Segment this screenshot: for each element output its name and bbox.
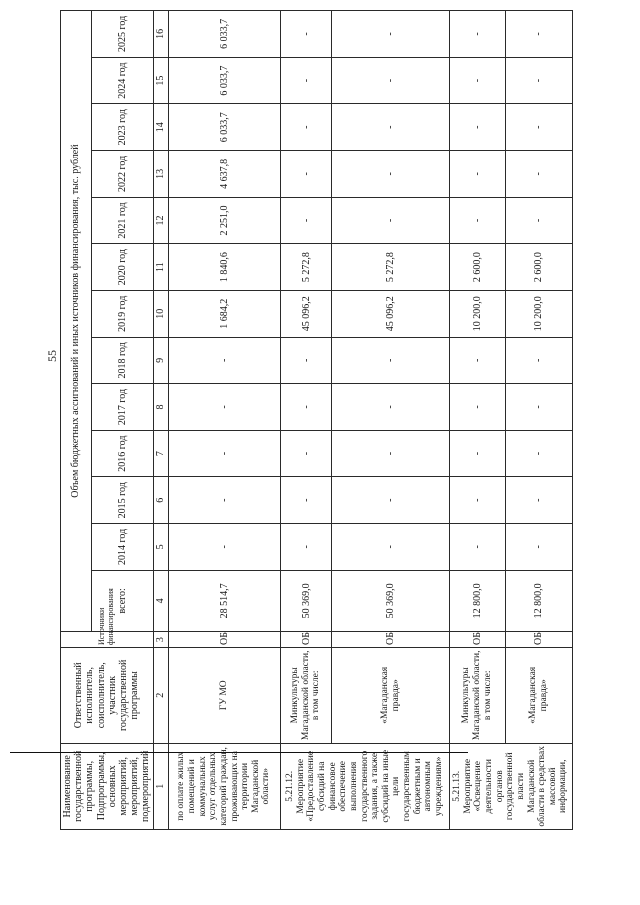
cell-source: ОБ — [505, 632, 572, 648]
page-number: 55 — [45, 350, 59, 362]
cell-value: 2 600,0 — [449, 244, 505, 291]
table-row — [449, 11, 505, 830]
column-number: 8 — [153, 384, 168, 431]
column-number: 1 — [153, 743, 168, 829]
cell-source: ОБ — [168, 632, 281, 648]
cell-value: - — [505, 11, 572, 58]
cell-executor: Минкультуры Магаданской области, в том числе: — [449, 648, 505, 744]
cell-source: ОБ — [449, 632, 505, 648]
column-number: 9 — [153, 337, 168, 384]
column-number: 11 — [153, 244, 168, 291]
cell-value: - — [168, 430, 281, 477]
cell-executor: ГУ МО — [168, 648, 281, 744]
cell-value: 6 033,7 — [168, 57, 281, 104]
cell-value: - — [449, 524, 505, 571]
cell-value: - — [449, 57, 505, 104]
cell-value: - — [168, 384, 281, 431]
cell-value: - — [281, 197, 332, 244]
column-number: 15 — [153, 57, 168, 104]
column-number: 2 — [153, 648, 168, 744]
cell-value: - — [281, 477, 332, 524]
header-year: 2022 год — [91, 151, 153, 198]
column-number: 16 — [153, 11, 168, 58]
header-year: 2015 год — [91, 477, 153, 524]
column-number: 7 — [153, 430, 168, 477]
cell-value: - — [332, 104, 450, 151]
cell-value: - — [505, 57, 572, 104]
header-year: 2018 год — [91, 337, 153, 384]
cell-total: 28 514,7 — [168, 570, 281, 631]
cell-value: 4 637,8 — [168, 151, 281, 198]
header-year: 2025 год — [91, 11, 153, 58]
cell-value: - — [449, 197, 505, 244]
header-year: 2021 год — [91, 197, 153, 244]
column-number: 12 — [153, 197, 168, 244]
cell-value: - — [449, 104, 505, 151]
cell-total: 12 800,0 — [505, 570, 572, 631]
page-divider-line — [10, 752, 468, 753]
cell-value: - — [449, 384, 505, 431]
cell-value: - — [449, 11, 505, 58]
cell-value: - — [168, 524, 281, 571]
column-number: 5 — [153, 524, 168, 571]
cell-value: - — [505, 384, 572, 431]
column-number: 10 — [153, 290, 168, 337]
header-executor: Ответственный исполнитель, соисполнитель, участник государственной программы — [61, 648, 154, 744]
header-year: 2016 год — [91, 430, 153, 477]
cell-executor: «Магаданская правда» — [332, 648, 450, 744]
cell-total: 12 800,0 — [449, 570, 505, 631]
cell-value: 2 600,0 — [505, 244, 572, 291]
cell-total: 50 369,0 — [332, 570, 450, 631]
rotated-table-wrapper — [60, 10, 569, 830]
cell-value: 1 840,6 — [168, 244, 281, 291]
cell-value: - — [281, 151, 332, 198]
cell-value: - — [332, 197, 450, 244]
cell-value: 45 096,2 — [332, 290, 450, 337]
table-row — [281, 11, 332, 830]
cell-value: 45 096,2 — [281, 290, 332, 337]
cell-value: - — [332, 524, 450, 571]
cell-value: - — [332, 430, 450, 477]
cell-value: 10 200,0 — [505, 290, 572, 337]
cell-value: 6 033,7 — [168, 11, 281, 58]
cell-value: - — [332, 11, 450, 58]
column-number: 3 — [153, 632, 168, 648]
column-number: 6 — [153, 477, 168, 524]
header-year: 2023 год — [91, 104, 153, 151]
table-row — [332, 11, 450, 830]
cell-name: по оплате жилых помещений и коммунальных услуг отдельных категорий граждан, проживающих на территории Магаданской области» — [168, 743, 281, 829]
cell-value: - — [281, 384, 332, 431]
cell-name: 5.21.12. Мероприятие «Предоставление субсидий на финансовое обеспечение выполнения государственного задания, а также субсидий на иные цели государственным бюджетным и автономным учреждениям» — [281, 743, 450, 829]
cell-value: - — [281, 104, 332, 151]
cell-executor: Минкультуры Магаданской области, в том числе: — [281, 648, 332, 744]
cell-value: - — [281, 11, 332, 58]
cell-value: - — [449, 477, 505, 524]
cell-value: 1 684,2 — [168, 290, 281, 337]
header-year: 2014 год — [91, 524, 153, 571]
cell-value: 2 251,0 — [168, 197, 281, 244]
column-number: 14 — [153, 104, 168, 151]
cell-value: - — [505, 477, 572, 524]
cell-source: ОБ — [281, 632, 332, 648]
header-year: 2019 год — [91, 290, 153, 337]
cell-value: - — [332, 57, 450, 104]
cell-name: 5.21.13. Мероприятие «Освещение деятельности органов государственной власти Магаданской области в средствах массовой информации, — [449, 743, 572, 829]
cell-value: 5 272,8 — [281, 244, 332, 291]
cell-value: - — [449, 337, 505, 384]
cell-value: - — [281, 337, 332, 384]
cell-value: - — [281, 524, 332, 571]
cell-value: 6 033,7 — [168, 104, 281, 151]
header-name: Наименование государственной программы, Подпрограммы, основных мероприятий, мероприятий, подмероприятий — [61, 743, 154, 829]
cell-value: - — [281, 57, 332, 104]
cell-value: - — [505, 337, 572, 384]
cell-value: 5 272,8 — [332, 244, 450, 291]
cell-executor: «Магаданская правда» — [505, 648, 572, 744]
header-source: Источники финансирования — [61, 632, 154, 648]
column-number: 13 — [153, 151, 168, 198]
cell-value: - — [332, 337, 450, 384]
cell-value: - — [505, 524, 572, 571]
cell-value: - — [168, 477, 281, 524]
table-row — [505, 11, 572, 830]
header-total: всего: — [91, 570, 153, 631]
header-year: 2017 год — [91, 384, 153, 431]
cell-value: 10 200,0 — [449, 290, 505, 337]
cell-value: - — [505, 151, 572, 198]
cell-value: - — [505, 430, 572, 477]
table-row — [168, 11, 281, 830]
cell-value: - — [449, 430, 505, 477]
cell-value: - — [332, 384, 450, 431]
cell-value: - — [449, 151, 505, 198]
header-year: 2020 год — [91, 244, 153, 291]
cell-source: ОБ — [332, 632, 450, 648]
column-number: 4 — [153, 570, 168, 631]
cell-value: - — [332, 151, 450, 198]
cell-value: - — [505, 104, 572, 151]
cell-value: - — [332, 477, 450, 524]
budget-table — [60, 10, 573, 830]
header-year: 2024 год — [91, 57, 153, 104]
cell-value: - — [168, 337, 281, 384]
header-funding: Объем бюджетных ассигнований и иных источников финансирования, тыс. рублей — [61, 11, 92, 632]
cell-value: - — [281, 430, 332, 477]
cell-total: 50 369,0 — [281, 570, 332, 631]
cell-value: - — [505, 197, 572, 244]
